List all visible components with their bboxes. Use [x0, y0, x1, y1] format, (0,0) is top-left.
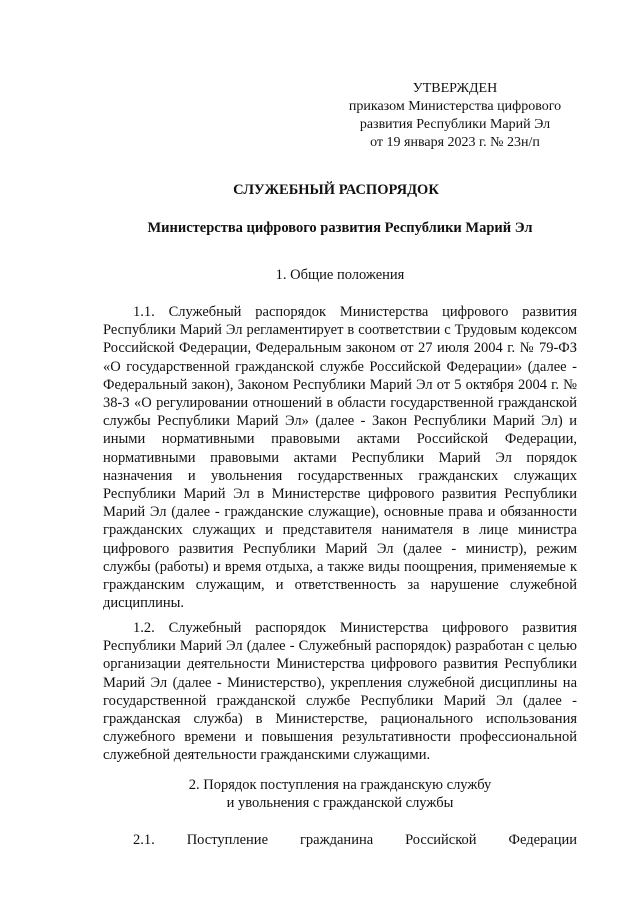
- approval-order-line: приказом Министерства цифрового: [348, 99, 562, 114]
- paragraph-1-2-text: 1.2. Служебный распорядок Министерства цифрового развития Республики Марий Эл (далее - Служебный распорядок) разработан с целью организации деятельности Министерства цифрового развития Республики Марий Эл (далее - Министерство), укрепления служебной дисциплины на государственной гражданской службе Республики Марий Эл (далее - гражданская служба) в Министерстве, рационального использования служебного времени и повышения результативности профессиональной служебной деятельности гражданскими служащими.: [103, 620, 577, 764]
- approval-ministry-line: развития Республики Марий Эл: [359, 117, 551, 132]
- section-2-heading: [0, 776, 640, 812]
- paragraph-1-2: [103, 619, 577, 765]
- section-2-heading-line-1: 2. Порядок поступления на гражданскую службу: [188, 777, 492, 793]
- approval-stamp: [330, 80, 580, 152]
- approval-status: УТВЕРЖДЕН: [412, 81, 498, 96]
- document-title: СЛУЖЕБНЫЙ РАСПОРЯДОК: [233, 182, 439, 198]
- section-1-heading: 1. Общие положения: [275, 267, 405, 283]
- section-2-heading-line-2: и увольнения с гражданской службы: [226, 795, 454, 811]
- approval-date-line: от 19 января 2023 г. № 23н/п: [370, 135, 540, 150]
- document-subtitle: Министерства цифрового развития Республики Марий Эл: [147, 220, 533, 236]
- paragraph-1-1-text: 1.1. Служебный распорядок Министерства цифрового развития Республики Марий Эл регламентирует в соответствии с Трудовым кодексом Российской Федерации, Федеральным законом от 27 июля 2004 г. № 79-ФЗ «О государственной гражданской службе Российской Федерации» (далее - Федеральный закон), Законом Республики Марий Эл от 5 октября 2004 г. № 38-З «О регулировании отношений в области государственной гражданской службы Республики Марий Эл» (далее - Закон Республики Марий Эл) и иными нормативными правовыми актами Российской Федерации, нормативными правовыми актами Республики Марий Эл порядок назначения и увольнения государственных гражданских служащих Республики Марий Эл в Министерстве цифрового развития Республики Марий Эл (далее - гражданские служащие), основные права и обязанности гражданских служащих и представителя нанимателя в лице министра цифрового развития Республики Марий Эл (далее - министр), режим службы (работы) и время отдыха, а также виды поощрения, применяемые к гражданским служащим, и ответственность за нарушение служебной дисциплины.: [103, 304, 577, 612]
- paragraph-2-1-text: 2.1. Поступление гражданина Российской Федерации: [133, 832, 577, 848]
- paragraph-2-1: [103, 831, 577, 849]
- paragraph-1-1: [103, 303, 577, 612]
